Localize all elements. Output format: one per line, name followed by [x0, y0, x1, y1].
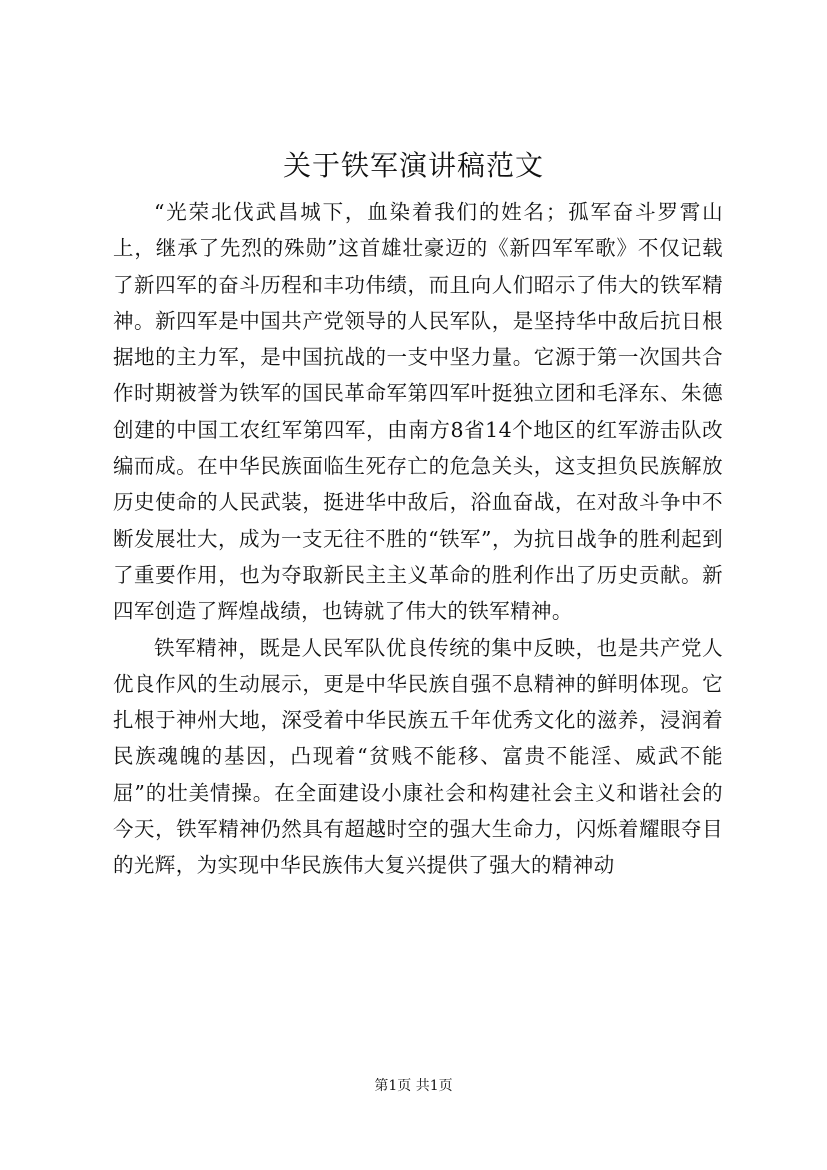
- paragraph: “光荣北伐武昌城下，血染着我们的姓名；孤军奋斗罗霄山上，继承了先烈的殊勋”这首雄壮豪迈的《新四军军歌》不仅记载了新四军的奋斗历程和丰功伟绩，而且向人们昭示了伟大的铁军精神。新四军是中国共产党领导的人民军队，是坚持华中敌后抗日根据地的主力军，是中国抗战的一支中坚力量。它源于第一次国共合作时期被誉为铁军的国民革命军第四军叶挺独立团和毛泽东、朱德创建的中国工农红军第四军，由南方8省14个地区的红军游击队改编而成。在中华民族面临生死存亡的危急关头，这支担负民族解放历史使命的人民武装，挺进华中敌后，浴血奋战，在对敌斗争中不断发展壮大，成为一支无往不胜的“铁军”，为抗日战争的胜利起到了重要作用，也为夺取新民主主义革命的胜利作出了历史贡献。新四军创造了辉煌战绩，也铸就了伟大的铁军精神。: [113, 200, 723, 624]
- paragraph: 铁军精神，既是人民军队优良传统的集中反映，也是共产党人优良作风的生动展示，更是中华民族自强不息精神的鲜明体现。它扎根于神州大地，深受着中华民族五千年优秀文化的滋养，浸润着民族魂魄的基因，凸现着“贫贱不能移、富贵不能淫、威武不能屈”的壮美情操。在全面建设小康社会和构建社会主义和谐社会的今天，铁军精神仍然具有超越时空的强大生命力，闪烁着耀眼夺目的光辉，为实现中华民族伟大复兴提供了强大的精神动: [113, 635, 723, 878]
- document-title: 关于铁军演讲稿范文: [282, 149, 544, 182]
- document-body: [113, 194, 723, 884]
- page-footer: 第1页 共1页: [374, 1078, 453, 1094]
